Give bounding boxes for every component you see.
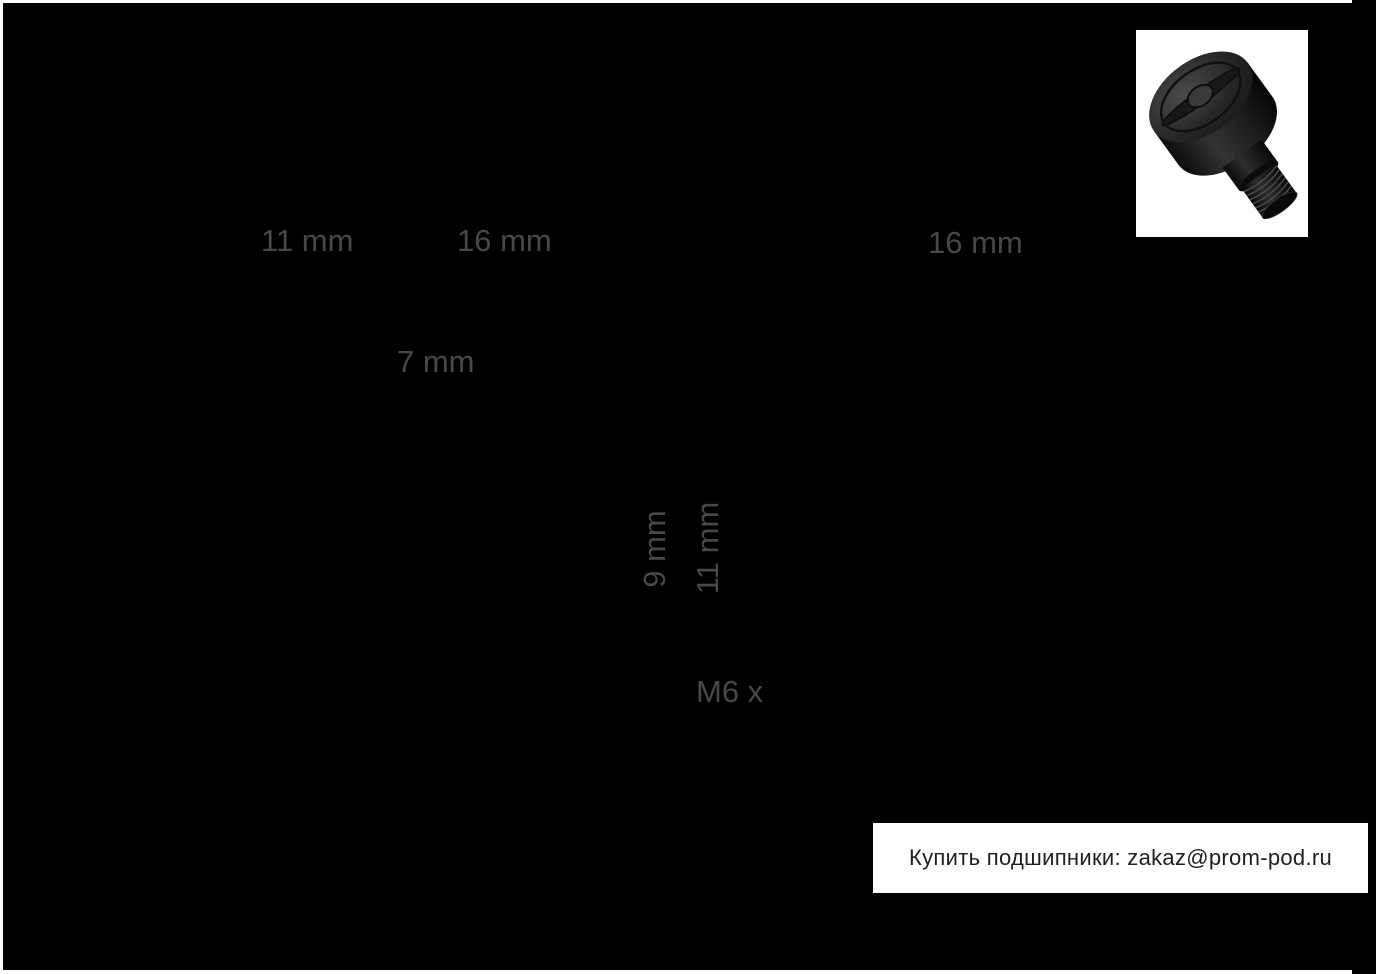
dimension-label-vertical-right: 11 mm xyxy=(689,501,725,595)
cam-follower-3d-render-icon xyxy=(1136,30,1308,237)
dimension-label-thread: M6 x xyxy=(696,674,764,709)
dimension-label-middle-left: 7 mm xyxy=(397,344,475,379)
dimension-label-top-center: 16 mm xyxy=(457,223,552,258)
contact-bar xyxy=(873,823,1368,893)
dimension-label-top-left: 11 mm xyxy=(261,223,354,258)
contact-email-text: Купить подшипники: zakaz@prom-pod.ru xyxy=(908,845,1333,870)
dimension-label-top-right: 16 mm xyxy=(928,225,1023,260)
product-photo-panel xyxy=(1136,30,1308,237)
dimension-label-vertical-left: 9 mm xyxy=(636,510,672,588)
